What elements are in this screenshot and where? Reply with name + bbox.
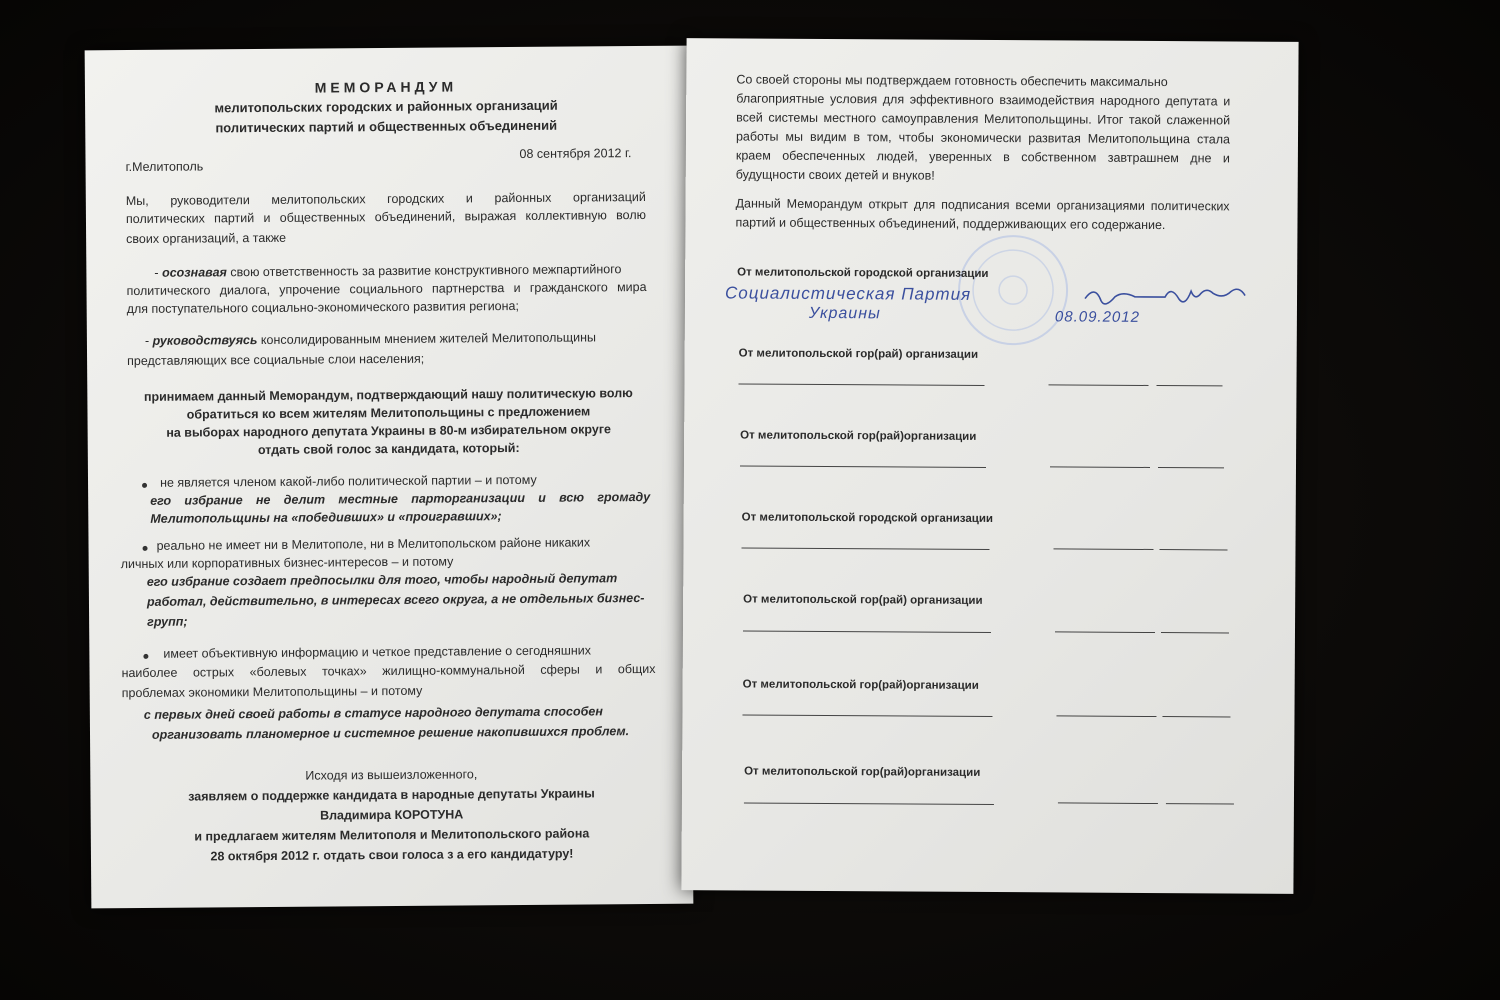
org-name-line-7[interactable] [1058,802,1158,804]
org-signature-line-3[interactable] [740,465,986,468]
intro-line-3: своих организаций, а также [126,230,287,247]
document-title: МЕМОРАНДУМ [314,78,458,96]
accept-line-4: отдать свой голос за кандидата, который: [257,440,520,458]
accept-line-2: обратиться ко всем жителям Мелитопольщины с предложением [186,404,591,422]
org-date-line-5[interactable] [1161,632,1229,633]
clause-2-keyword: руководствуясь [152,333,258,348]
org-date-line-6[interactable] [1162,716,1230,717]
bullet-1-line-1: не является членом какой-либо политической партии – и потому [159,472,537,490]
bullet-3-line-5: организовать планомерное и системное решение накопившихся проблем. [151,724,630,742]
clause-2-dash: - [144,333,150,348]
org-signature-line-4[interactable] [741,547,989,550]
document-date: 08 сентября 2012 г. [519,146,632,161]
document-subtitle-1: мелитопольских городских и районных организаций [214,97,558,116]
org-label-3: От мелитопольской гор(рай)организации [740,429,977,443]
org-date-line-2[interactable] [1156,385,1222,386]
bullet-3-line-4: с первых дней своей работы в статусе народного депутата способен [143,704,603,722]
clause-1-line-2: политического диалога, упрочение социального партнерства и гражданского мира [126,279,647,299]
org-label-6: От мелитопольской гор(рай)организации [742,678,979,692]
org-date-line-7[interactable] [1166,803,1234,804]
bullet-3-line-1: имеет объективную информацию и четкое представление о сегодняшних [163,643,592,661]
bullet-2-line-1: реально не имеет ни в Мелитополе, ни в Мелитопольском районе никаких [156,535,591,553]
clause-2-text: консолидированным мнением жителей Мелитопольщины [260,330,597,348]
org-signature-line-5[interactable] [743,630,991,633]
conclusion-line-2: заявляем о поддержке кандидата в народные депутаты Украины [188,786,595,804]
signature-party-line-2: Украины [808,304,881,323]
org-signature-line-2[interactable] [738,383,984,386]
org-name-line-2[interactable] [1048,384,1148,386]
intro-line-2: политических партий и общественных объединений, выражая коллективную волю [125,207,647,227]
org-signature-line-6[interactable] [742,714,992,717]
bullet-3 [143,654,148,659]
bullet-1-line-2: его избрание не делит местные парторганизации и всю громаду [150,489,651,508]
clause-2-line-2: представляющих все социальные слои населения; [127,351,425,369]
org-label-7: От мелитопольской гор(рай)организации [744,765,981,779]
right-para-line-5: краем обеспеченных людей, уверенных в собственном завтрашнем дне и [735,148,1230,166]
document-city: г.Мелитополь [125,159,204,175]
signature-date: 08.09.2012 [1054,308,1141,326]
bullet-2-line-4: работал, действительно, в интересах всего округа, а не отдельных бизнес- [146,590,645,609]
accept-line-3: на выборах народного депутата Украины в 80-м избирательном округе [166,422,612,440]
clause-1-text: свою ответственность за развитие конструктивного межпартийного [230,262,622,280]
memorandum-page-left [85,46,694,909]
accept-line-1: принимаем данный Меморандум, подтверждающий нашу политическую волю [143,386,633,404]
right-para-line-2: благоприятные условия для эффективного взаимодействия народного депутата и [736,91,1231,109]
org-label-1: От мелитопольской городской организации [737,266,989,280]
org-date-line-3[interactable] [1158,467,1224,468]
org-name-line-6[interactable] [1056,715,1156,717]
intro-line-1: Мы, руководители мелитопольских городских и районных организаций [125,189,646,209]
org-signature-line-7[interactable] [744,803,994,806]
bullet-3-line-3: проблемах экономики Мелитопольщины – и потому [121,683,423,701]
clause-2-line-1 [145,328,596,350]
org-label-2: От мелитопольской гор(рай) организации [738,347,979,361]
org-label-4: От мелитопольской городской организации [741,511,994,526]
conclusion-line-5: 28 октября 2012 г. отдать свои голоса з а его кандидатуру! [210,846,574,864]
candidate-name: Владимира КОРОТУНА [319,807,464,823]
bullet-3-line-2: наиболее острых «болевых точках» жилищно-коммунальной сферы и общих [121,661,656,681]
signature-block [725,278,1285,331]
document-subtitle-2: политических партий и общественных объединений [215,117,558,136]
org-date-line-4[interactable] [1159,549,1227,550]
bullet-1-line-3: Мелитопольщины на «победивших» и «проигравших»; [150,509,502,526]
right-para-line-6: будущности своих детей и внуков! [735,167,935,183]
right-para-line-8: партий и общественных объединений, поддерживающих его содержание. [735,215,1166,233]
org-name-line-4[interactable] [1053,548,1153,550]
right-para-line-4: работы мы видим в том, чтобы экономически развитая Мелитопольщина стала [735,129,1231,147]
clause-1-line-3: для поступательного социально-экономического развития региона; [126,298,519,317]
bullet-2-line-2: личных или корпоративных бизнес-интересов – и потому [120,554,454,572]
bullet-2-line-3: его избрание создает предпосылки для того, чтобы народный депутат [146,571,618,589]
org-name-line-5[interactable] [1055,631,1155,633]
bullet-2-line-5: групп; [147,614,188,629]
memorandum-page-right [681,38,1298,894]
right-para-line-3: всей системы местного самоуправления Мелитопольщины. Итог такой слаженной [736,110,1231,128]
clause-1-keyword: осознавая [161,265,227,280]
right-para-line-1: Со своей стороны мы подтверждаем готовность обеспечить максимально [736,72,1168,90]
clause-1-dash: - [154,265,159,280]
bullet-2 [143,546,148,551]
conclusion-line-4: и предлагаем жителям Мелитополя и Мелитопольского района [194,826,590,844]
conclusion-line-1: Исходя из вышеизложенного, [305,767,478,783]
right-para-line-7: Данный Меморандум открыт для подписания всеми организациями политических [735,196,1230,214]
org-name-line-3[interactable] [1050,466,1150,468]
signature-party-line-1: Социалистическая Партия [724,283,972,304]
org-label-5: От мелитопольской гор(рай) организации [743,593,983,607]
bullet-1 [142,483,147,488]
